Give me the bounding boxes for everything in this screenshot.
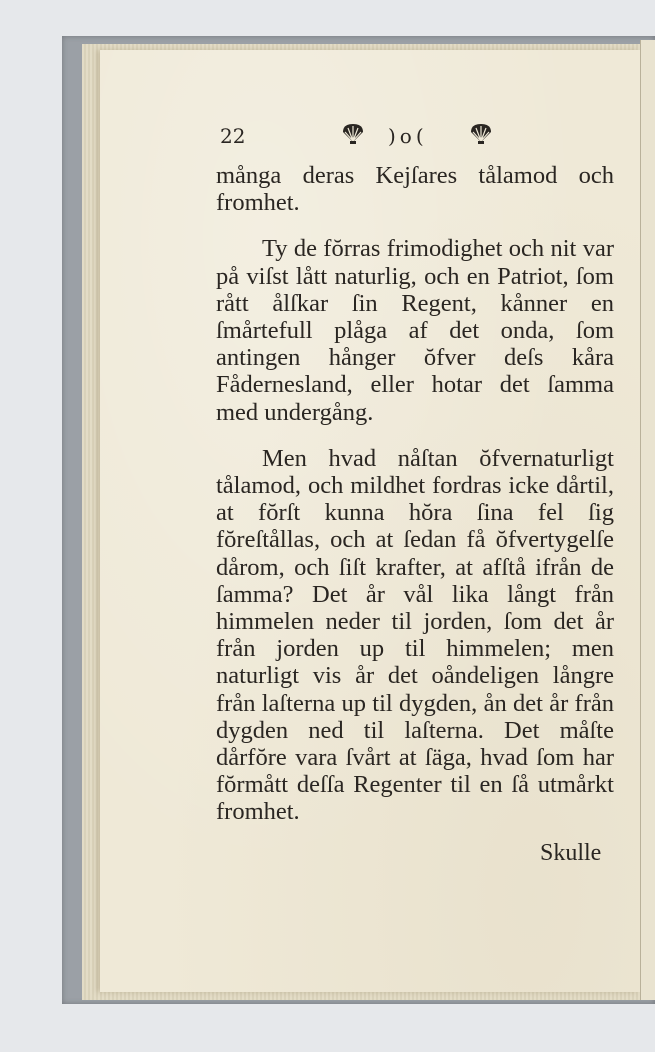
page-number: 22 [220,124,246,148]
page-text-block [216,120,614,845]
catchword: Skulle [540,840,602,866]
paragraph: Ty de fŏrras frimodighet och nit var på viſst lått naturlig, och en Patriot, ſom rått ålſkar ſin Regent, kånner en ſmårtefull plåga af det onda, ſom antingen hånger ŏfver deſs kåra Fådernesland, eller hotar det ſamma med undergång. [216,235,614,426]
paragraph-continuation: många deras Kejſares tålamod och fromhet. [216,162,614,217]
running-head [216,120,614,152]
shell-ornament-icon [340,120,366,146]
running-head-divider: )o( [388,124,428,148]
shell-ornament-icon [468,120,494,146]
facing-page-edge [640,40,655,1000]
body-text [216,162,614,826]
paragraph: Men hvad nåſtan ŏfvernaturligt tålamod, och mildhet fordras icke dårtil, at fŏrſt kunna hŏra ſina fel ſig fŏreſtållas, och at ſedan få ŏfvertygelſe dårom, och ſiſt krafter, at afſtå ifrån de ſamma? Det år vål lika långt från himmelen neder til jorden, ſom det år från jorden up til himmelen; men naturligt vis år det oåndeligen långre från laſterna up til dygden, ån det år från dygden ned til laſterna. Det måſte dårfŏre vara ſvårt at ſäga, hvad ſom har fŏrmått deſſa Regenter til en ſå utmårkt fromhet. [216,444,614,826]
